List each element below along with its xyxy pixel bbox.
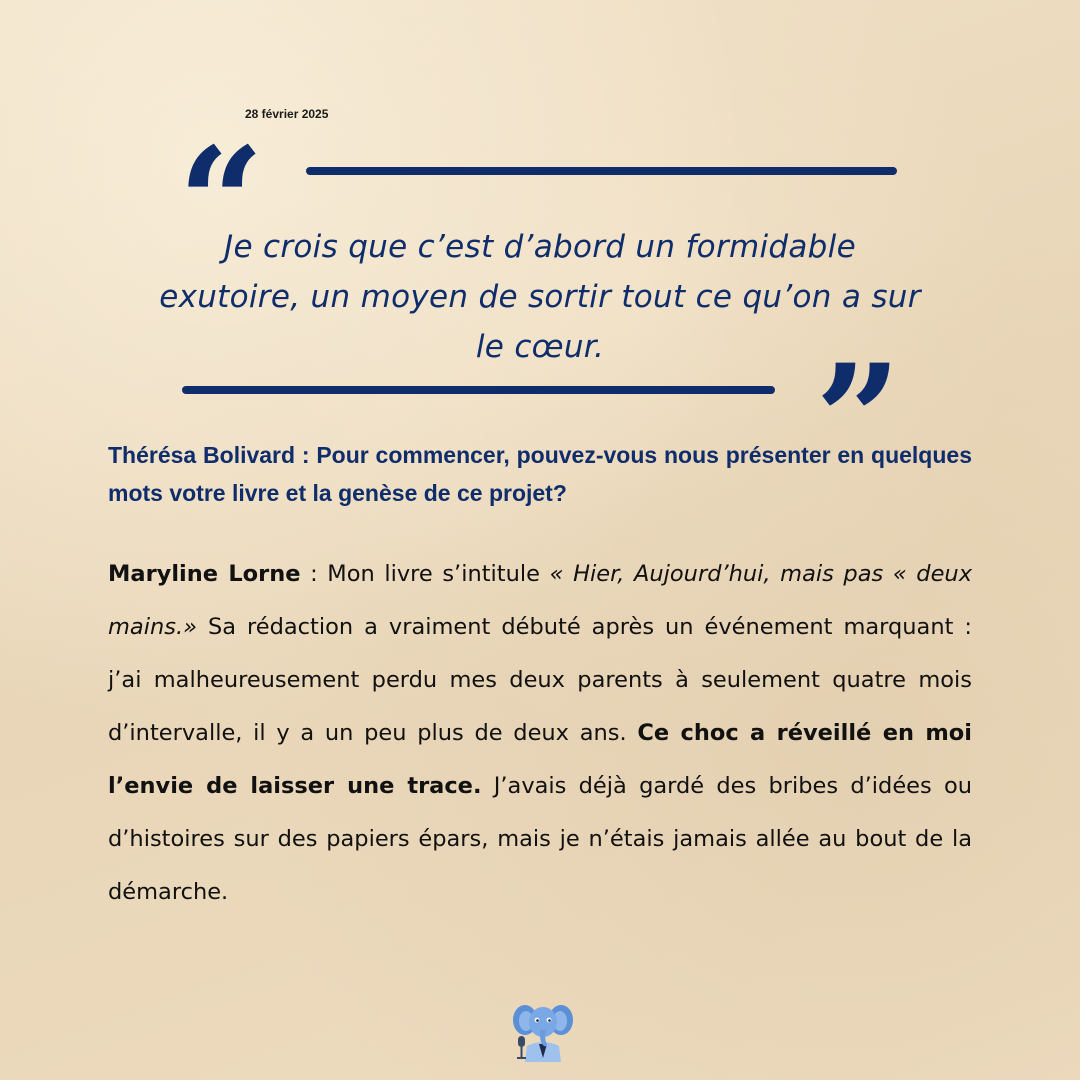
answer-intro: : Mon livre s’intitule (300, 561, 550, 587)
interview-question: Thérésa Bolivard : Pour commencer, pouvez-vous nous présenter en quelques mots votre livre et la genèse de ce projet? (108, 442, 972, 506)
publication-date: 28 février 2025 (245, 107, 329, 121)
answer-text-part1: Sa rédaction a vraiment débuté après un événement marquant : j’ai malheureusement perdu mes deux parents à seulement quatre mois d’intervalle, il y a un peu plus de deux ans. (108, 614, 972, 746)
pull-quote: Je crois que c’est d’abord un formidable exutoire, un moyen de sortir tout ce qu’on a sur le cœur. (159, 229, 921, 365)
close-quote-icon: ” (815, 332, 902, 508)
answer-speaker: Maryline Lorne (108, 561, 301, 587)
open-quote-icon: “ (178, 115, 265, 291)
answer-highlight: Ce choc a réveillé en moi l’envie de laisser une trace. (108, 720, 972, 799)
interview-answer (108, 548, 972, 919)
top-divider (306, 167, 897, 175)
book-title: « Hier, Aujourd’hui, mais pas « deux mains.» (108, 561, 973, 640)
answer-text-part2: J’avais déjà gardé des bribes d’idées ou d’histoires sur des papiers épars, mais je n’étais jamais allée au bout de la démarche. (108, 773, 972, 905)
elephant-microphone-logo (511, 1000, 575, 1062)
bottom-divider (182, 386, 775, 394)
